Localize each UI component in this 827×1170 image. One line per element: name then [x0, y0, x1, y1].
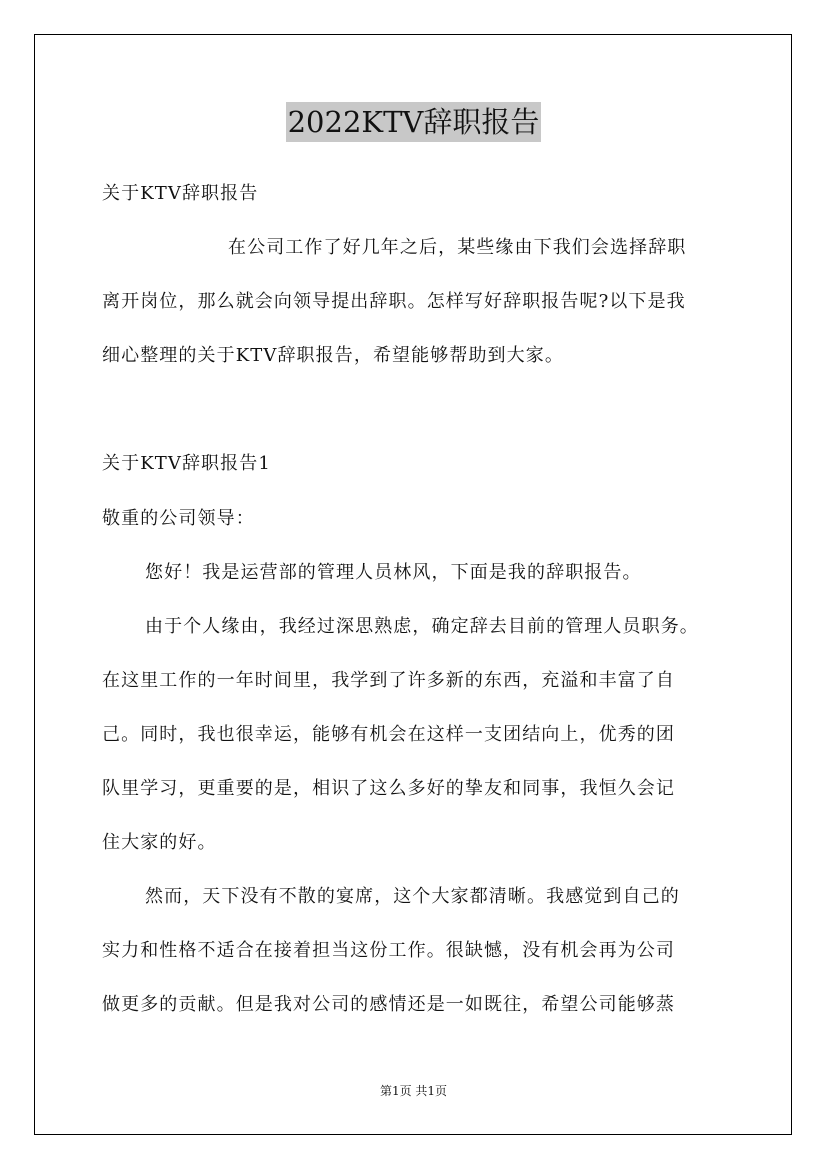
section-heading: 关于KTV辞职报告1 [102, 453, 271, 474]
paragraph-line: 做更多的贡献。但是我对公司的感情还是一如既往，希望公司能够蒸 [102, 994, 675, 1015]
paragraph-line: 在公司工作了好几年之后，某些缘由下我们会选择辞职 [228, 237, 687, 258]
section-heading: 关于KTV辞职报告 [102, 183, 259, 204]
salutation: 敬重的公司领导： [102, 508, 255, 529]
title-wrap [0, 102, 827, 142]
paragraph-line: 由于个人缘由，我经过深思熟虑，确定辞去目前的管理人员职务。 [145, 616, 699, 637]
paragraph-line: 队里学习，更重要的是，相识了这么多好的挚友和同事，我恒久会记 [102, 778, 675, 799]
paragraph-line: 离开岗位，那么就会向领导提出辞职。怎样写好辞职报告呢?以下是我 [102, 291, 686, 312]
paragraph-line: 然而，天下没有不散的宴席，这个大家都清晰。我感觉到自己的 [145, 886, 680, 907]
document-title: 2022KTV辞职报告 [286, 102, 542, 142]
paragraph-line: 在这里工作的一年时间里，我学到了许多新的东西，充溢和丰富了自 [102, 670, 675, 691]
paragraph-line: 住大家的好。 [102, 832, 217, 853]
paragraph-line: 实力和性格不适合在接着担当这份工作。很缺憾，没有机会再为公司 [102, 940, 675, 961]
paragraph-line: 己。同时，我也很幸运，能够有机会在这样一支团结向上，优秀的团 [102, 724, 675, 745]
paragraph-line: 您好！我是运营部的管理人员林风，下面是我的辞职报告。 [145, 562, 642, 583]
paragraph-line: 细心整理的关于KTV辞职报告，希望能够帮助到大家。 [102, 345, 564, 366]
page-footer: 第1页 共1页 [379, 1084, 448, 1098]
